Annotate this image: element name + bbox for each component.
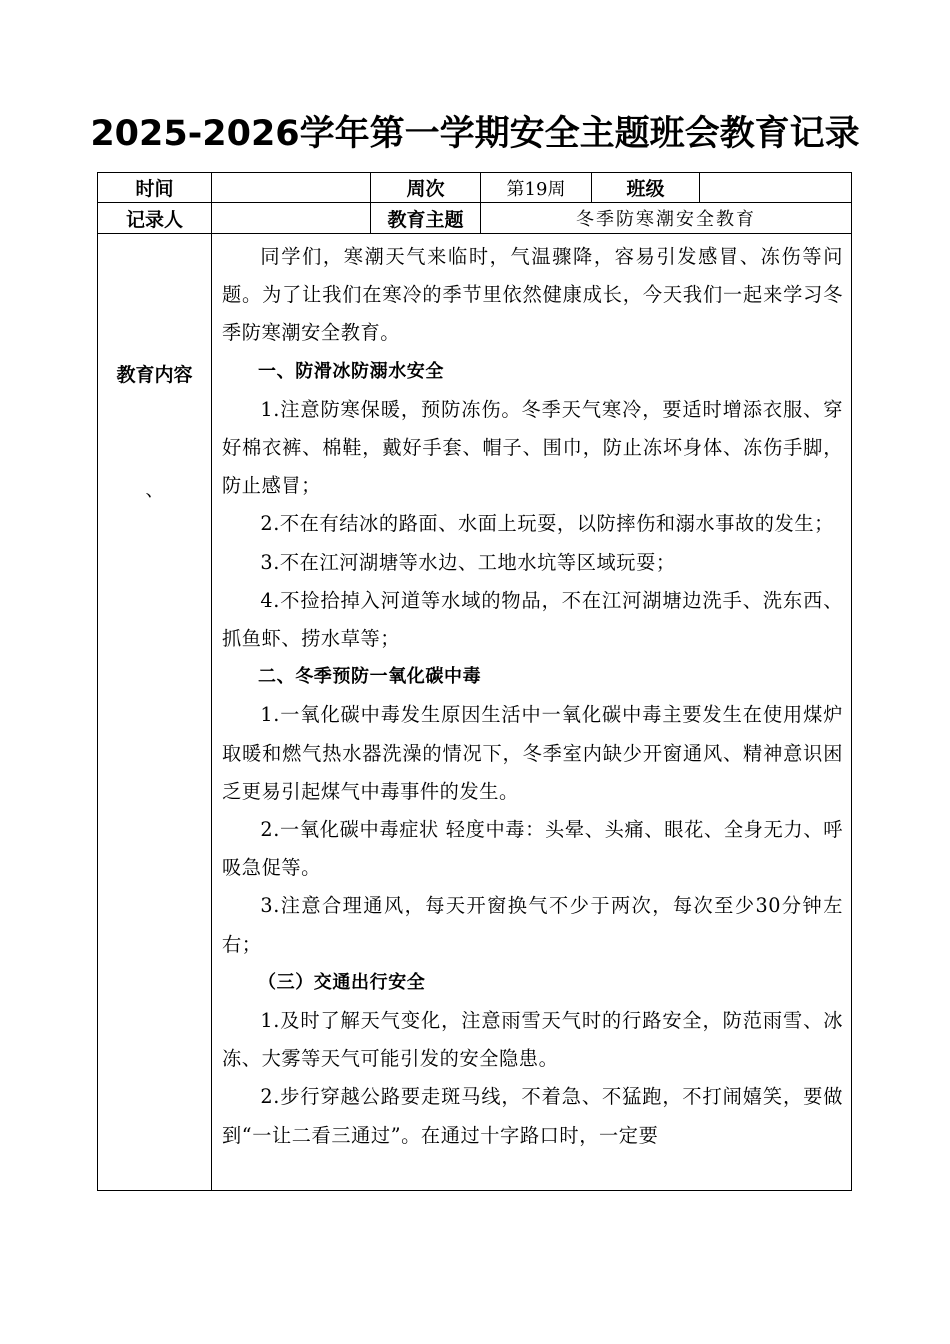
time-label: 时间 (98, 173, 212, 203)
section-1-item: 4.不捡拾掉入河道等水域的物品，不在江河湖塘边洗手、洗东西、抓鱼虾、捞水草等； (222, 588, 843, 651)
content-label: 教育内容 (116, 364, 193, 386)
theme-label: 教育主题 (371, 203, 481, 234)
section-2-item: 2.一氧化碳中毒症状 轻度中毒：头晕、头痛、眼花、全身无力、呼吸急促等。 (222, 818, 843, 880)
intro-paragraph: 同学们，寒潮天气来临时，气温骤降，容易引发感冒、冻伤等问题。为了让我们在寒冷的季节里依然健康成长，今天我们一起来学习冬季防寒潮安全教育。 (222, 245, 843, 345)
section-2-item: 3.注意合理通风，每天开窗换气不少于两次，每次至少30分钟左右； (222, 894, 843, 956)
page-title: 2025-2026学年第一学期安全主题班会教育记录 (90, 114, 860, 154)
record-table (97, 172, 852, 1191)
content-body (212, 234, 851, 1155)
section-1-item: 3.不在江河湖塘等水边、工地水坑等区域玩耍； (260, 550, 676, 574)
week-label: 周次 (371, 173, 481, 203)
section-1-item: 1.注意防寒保暖，预防冻伤。冬季天气寒冷，要适时增添衣服、穿好棉衣裤、棉鞋，戴好手套、帽子、围巾，防止冻坏身体、冻伤手脚，防止感冒； (222, 397, 843, 498)
section-3-item: 2.步行穿越公路要走斑马线，不着急、不猛跑，不打闹嬉笑，要做到“一让二看三通过”。在通过十字路口时，一定要 (222, 1085, 843, 1147)
section-1-title: 一、防滑冰防溺水安全 (258, 360, 444, 382)
table-row (98, 203, 852, 234)
time-value[interactable] (212, 173, 371, 203)
content-mark: 、 (145, 480, 164, 501)
class-value[interactable] (700, 173, 852, 203)
section-3-item: 1.及时了解天气变化，注意雨雪天气时的行路安全，防范雨雪、冰冻、大雾等天气可能引发的安全隐患。 (222, 1009, 843, 1071)
content-cell (212, 234, 852, 1191)
class-label: 班级 (592, 173, 700, 203)
recorder-label: 记录人 (98, 203, 212, 234)
table-row (98, 234, 852, 1191)
section-2-item: 1.一氧化碳中毒发生原因生活中一氧化碳中毒主要发生在使用煤炉取暖和燃气热水器洗澡的情况下，冬季室内缺少开窗通风、精神意识困乏更易引起煤气中毒事件的发生。 (222, 703, 843, 803)
content-label-cell (98, 234, 212, 1191)
week-value[interactable]: 第19周 (481, 173, 592, 203)
section-3-title: （三）交通出行安全 (258, 971, 426, 993)
recorder-value[interactable] (212, 203, 371, 234)
theme-value[interactable]: 冬季防寒潮安全教育 (481, 203, 852, 234)
table-row (98, 173, 852, 203)
section-2-title: 二、冬季预防一氧化碳中毒 (258, 666, 482, 688)
section-1-item: 2.不在有结冰的路面、水面上玩耍，以防摔伤和溺水事故的发生； (260, 512, 834, 536)
